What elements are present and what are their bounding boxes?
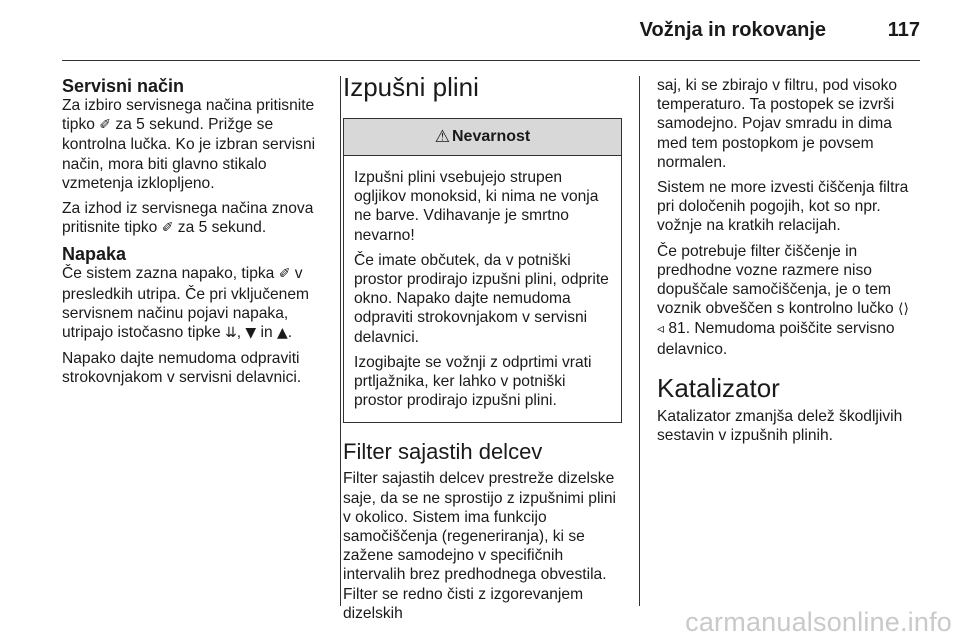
servis-heading: Servisni način — [62, 76, 185, 96]
napaka-paragraph-1: Če sistem zazna napako, tipka ✐ v presledkih utripa. Če pri vključenem servisnem načinu pojavi napaka, utripajo istočasno tipke ⇊, ▼ in ▲. — [62, 265, 310, 342]
warning-triangle-icon: ⚠ — [434, 127, 450, 147]
watermark: carmanualsonline.info — [685, 607, 952, 637]
danger-header — [344, 119, 621, 156]
arrow-down-icon: ▼ — [245, 325, 257, 342]
arrow-up-icon: ▲ — [277, 325, 288, 342]
column-middle — [343, 72, 628, 629]
danger-paragraph-2: Če imate občutek, da v potniški prostor prodirajo izpušni plini, odprite okno. Napako dajte nemudoma odpraviti strokovnjakom v servisni delavnici. — [354, 251, 609, 346]
katalizator-paragraph: Katalizator zmanjša delež škodljivih sestavin v izpušnih plinih. — [657, 407, 903, 445]
particle-filter-icon: ⟨⟩ — [897, 301, 909, 318]
page-header — [0, 0, 960, 62]
filter-paragraph-cont: saj, ki se zbirajo v filtru, pod visoko temperaturo. Ta postopek se izvrši samodejno. Pojav smradu in dima med tem postopkom je povsem normalen. — [657, 77, 898, 171]
wrench-icon: ✐ — [99, 117, 112, 134]
danger-paragraph-1: Izpušni plini vsebujejo strupen ogljikov monoksid, ki nima ne vonja ne barve. Vdihavanje je smrtno nevarno! — [354, 169, 599, 244]
header-rule — [62, 60, 920, 61]
column-right — [657, 76, 919, 451]
danger-box — [343, 118, 622, 423]
danger-paragraph-3: Izogibajte se vožnji z odprtimi vrati prtljažnika, ker lahko v potniški prostor prodirajo izpušni plini. — [354, 353, 592, 410]
page-reference-icon: ◃ — [657, 321, 665, 338]
danger-body — [344, 156, 621, 422]
section-title: Izpušni plini — [343, 72, 479, 102]
danger-title: Nevarnost — [452, 128, 531, 146]
katalizator-heading: Katalizator — [657, 372, 780, 403]
servis-paragraph-2: Za izhod iz servisnega načina znova pritisnite tipko ✐ za 5 sekund. — [62, 200, 314, 237]
filter-heading: Filter sajastih delcev — [343, 439, 543, 465]
filter-paragraph-3: Če potrebuje filter čiščenje in predhodne vozne razmere niso dopuščale samočiščenja, je o tem voznik obveščen s kontrolno lučko ⟨⟩ ◃ 81. Nemudoma poiščite servisno delavnico. — [657, 242, 909, 358]
page-number: 117 — [887, 19, 920, 41]
napaka-heading: Napaka — [62, 244, 127, 265]
wrench-icon: ✐ — [278, 266, 291, 283]
servis-paragraph-1: Za izbiro servisnega načina pritisnite tipko ✐ za 5 sekund. Prižge se kontrolna lučka. Ko je izbran servisni način, mora biti glavno stikalo vzmetenja izklopljeno. — [62, 97, 316, 192]
napaka-paragraph-2: Napako dajte nemudoma odpraviti strokovnjakom v servisni delavnici. — [62, 350, 302, 387]
column-left — [62, 76, 326, 394]
filter-paragraph: Filter sajastih delcev prestreže dizelske saje, da se ne sprostijo z izpušnimi plini v okolico. Sistem ima funkcijo samočiščenja (regeneriranja), ki se zažene samodejno v specifičnih intervalih brez predhodnega obvestila. Filter se redno čisti z izgorevanjem dizelskih — [343, 470, 617, 622]
filter-paragraph-2: Sistem ne more izvesti čiščenja filtra pri določenih pogojih, kot so npr. vožnje na kratkih relacijah. — [657, 179, 909, 235]
suspension-icon: ⇊ — [224, 325, 237, 342]
running-title: Vožnja in rokovanje — [639, 19, 826, 41]
wrench-icon: ✐ — [161, 220, 174, 237]
column-divider-2 — [639, 76, 640, 606]
column-divider-1 — [340, 76, 341, 606]
